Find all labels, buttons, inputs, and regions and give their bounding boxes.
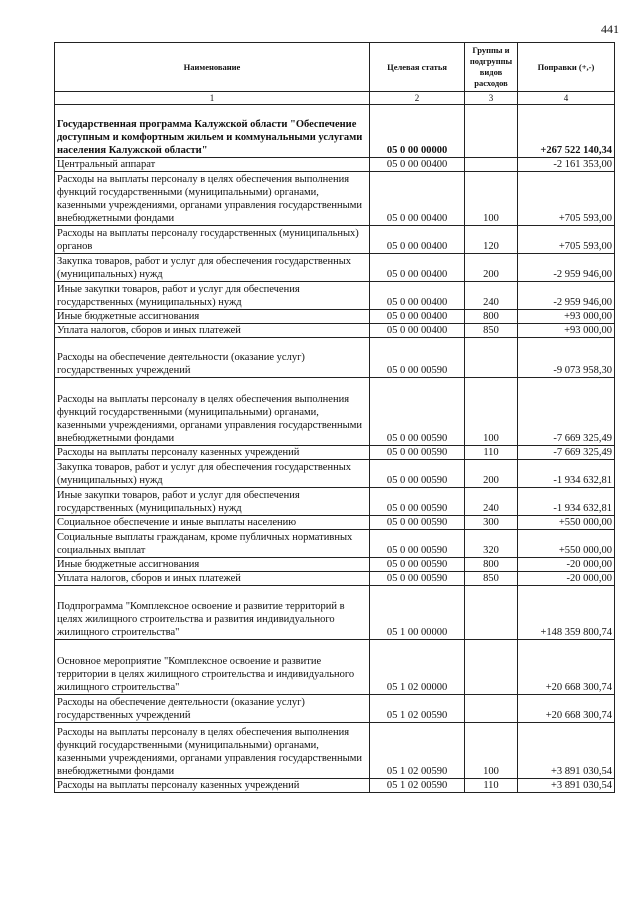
row-name: Социальное обеспечение и иные выплаты населению bbox=[55, 516, 370, 530]
table-row bbox=[55, 695, 615, 723]
header-amount: Поправки (+,-) bbox=[518, 43, 615, 92]
row-target-code: 05 1 00 00000 bbox=[370, 586, 465, 640]
row-name: Закупка товаров, работ и услуг для обеспечения государственных (муниципальных) нужд bbox=[55, 254, 370, 282]
row-amount: +93 000,00 bbox=[518, 310, 615, 324]
row-amount: +705 593,00 bbox=[518, 226, 615, 254]
row-expense-group: 100 bbox=[465, 378, 518, 446]
row-name: Подпрограмма "Комплексное освоение и развитие территорий в целях жилищного строительства и развития индивидуального жилищного строительства" bbox=[55, 586, 370, 640]
row-expense-group: 850 bbox=[465, 324, 518, 338]
row-expense-group: 240 bbox=[465, 282, 518, 310]
row-amount: -2 161 353,00 bbox=[518, 158, 615, 172]
table-row bbox=[55, 488, 615, 516]
row-amount: -7 669 325,49 bbox=[518, 446, 615, 460]
row-amount: -20 000,00 bbox=[518, 558, 615, 572]
row-target-code: 05 1 02 00000 bbox=[370, 640, 465, 695]
row-name: Иные закупки товаров, работ и услуг для обеспечения государственных (муниципальных) нужд bbox=[55, 282, 370, 310]
row-amount: +20 668 300,74 bbox=[518, 640, 615, 695]
header-name: Наименование bbox=[55, 43, 370, 92]
table-row bbox=[55, 530, 615, 558]
row-name: Расходы на выплаты персоналу казенных учреждений bbox=[55, 446, 370, 460]
row-target-code: 05 0 00 00400 bbox=[370, 254, 465, 282]
row-expense-group: 800 bbox=[465, 310, 518, 324]
row-expense-group: 110 bbox=[465, 446, 518, 460]
table-row bbox=[55, 324, 615, 338]
table-row bbox=[55, 172, 615, 226]
row-amount: -2 959 946,00 bbox=[518, 282, 615, 310]
row-expense-group: 850 bbox=[465, 572, 518, 586]
table-row bbox=[55, 779, 615, 793]
row-name: Иные закупки товаров, работ и услуг для обеспечения государственных (муниципальных) нужд bbox=[55, 488, 370, 516]
row-target-code: 05 1 02 00590 bbox=[370, 723, 465, 779]
row-target-code: 05 0 00 00590 bbox=[370, 446, 465, 460]
column-number: 1 bbox=[55, 92, 370, 105]
row-target-code: 05 0 00 00590 bbox=[370, 488, 465, 516]
row-name: Уплата налогов, сборов и иных платежей bbox=[55, 324, 370, 338]
row-expense-group: 300 bbox=[465, 516, 518, 530]
row-target-code: 05 1 02 00590 bbox=[370, 779, 465, 793]
row-amount: -9 073 958,30 bbox=[518, 338, 615, 378]
row-target-code: 05 0 00 00590 bbox=[370, 530, 465, 558]
row-name: Расходы на выплаты персоналу государственных (муниципальных) органов bbox=[55, 226, 370, 254]
row-name: Государственная программа Калужской области "Обеспечение доступным и комфортным жильем и коммунальными услугами населения Калужской области" bbox=[55, 105, 370, 158]
header-code: Целевая статья bbox=[370, 43, 465, 92]
row-name: Иные бюджетные ассигнования bbox=[55, 310, 370, 324]
row-expense-group: 800 bbox=[465, 558, 518, 572]
row-expense-group: 100 bbox=[465, 723, 518, 779]
column-number-row bbox=[55, 92, 615, 105]
row-expense-group: 200 bbox=[465, 254, 518, 282]
row-expense-group: 320 bbox=[465, 530, 518, 558]
table-row bbox=[55, 158, 615, 172]
row-name: Иные бюджетные ассигнования bbox=[55, 558, 370, 572]
row-target-code: 05 0 00 00590 bbox=[370, 516, 465, 530]
row-target-code: 05 0 00 00590 bbox=[370, 338, 465, 378]
row-target-code: 05 0 00 00400 bbox=[370, 226, 465, 254]
row-expense-group bbox=[465, 640, 518, 695]
column-number: 4 bbox=[518, 92, 615, 105]
table-row bbox=[55, 282, 615, 310]
row-amount: +267 522 140,34 bbox=[518, 105, 615, 158]
table-row bbox=[55, 338, 615, 378]
table-row bbox=[55, 572, 615, 586]
row-name: Закупка товаров, работ и услуг для обеспечения государственных (муниципальных) нужд bbox=[55, 460, 370, 488]
row-name: Расходы на выплаты персоналу в целях обеспечения выполнения функций государственными (муниципальными) органами, казенными учреждениями, органами управления государственными внебюджетными фондами bbox=[55, 378, 370, 446]
row-expense-group bbox=[465, 586, 518, 640]
row-expense-group: 240 bbox=[465, 488, 518, 516]
row-expense-group: 200 bbox=[465, 460, 518, 488]
budget-table bbox=[54, 42, 615, 793]
table-row bbox=[55, 226, 615, 254]
row-amount: +148 359 800,74 bbox=[518, 586, 615, 640]
column-number: 3 bbox=[465, 92, 518, 105]
row-name: Центральный аппарат bbox=[55, 158, 370, 172]
row-name: Уплата налогов, сборов и иных платежей bbox=[55, 572, 370, 586]
row-target-code: 05 0 00 00400 bbox=[370, 282, 465, 310]
table-row bbox=[55, 105, 615, 158]
row-target-code: 05 0 00 00590 bbox=[370, 378, 465, 446]
table-row bbox=[55, 586, 615, 640]
table-row bbox=[55, 460, 615, 488]
row-target-code: 05 0 00 00000 bbox=[370, 105, 465, 158]
table-row bbox=[55, 558, 615, 572]
row-name: Расходы на обеспечение деятельности (оказание услуг) государственных учреждений bbox=[55, 695, 370, 723]
row-amount: -20 000,00 bbox=[518, 572, 615, 586]
row-amount: -2 959 946,00 bbox=[518, 254, 615, 282]
row-expense-group bbox=[465, 695, 518, 723]
row-expense-group: 100 bbox=[465, 172, 518, 226]
row-name: Основное мероприятие "Комплексное освоение и развитие территории в целях жилищного строительства и индивидуального жилищного строительства" bbox=[55, 640, 370, 695]
row-amount: +550 000,00 bbox=[518, 530, 615, 558]
table-row bbox=[55, 310, 615, 324]
row-target-code: 05 0 00 00400 bbox=[370, 158, 465, 172]
row-expense-group: 110 bbox=[465, 779, 518, 793]
row-amount: +93 000,00 bbox=[518, 324, 615, 338]
row-name: Социальные выплаты гражданам, кроме публичных нормативных социальных выплат bbox=[55, 530, 370, 558]
row-expense-group bbox=[465, 338, 518, 378]
row-target-code: 05 1 02 00590 bbox=[370, 695, 465, 723]
row-name: Расходы на выплаты персоналу в целях обеспечения выполнения функций государственными (муниципальными) органами, казенными учреждениями, органами управления государственными внебюджетными фондами bbox=[55, 723, 370, 779]
row-expense-group bbox=[465, 158, 518, 172]
row-amount: +20 668 300,74 bbox=[518, 695, 615, 723]
row-target-code: 05 0 00 00400 bbox=[370, 310, 465, 324]
row-expense-group: 120 bbox=[465, 226, 518, 254]
row-amount: +3 891 030,54 bbox=[518, 779, 615, 793]
row-target-code: 05 0 00 00400 bbox=[370, 172, 465, 226]
row-amount: -7 669 325,49 bbox=[518, 378, 615, 446]
table-row bbox=[55, 723, 615, 779]
table-row bbox=[55, 254, 615, 282]
row-target-code: 05 0 00 00590 bbox=[370, 558, 465, 572]
row-amount: +550 000,00 bbox=[518, 516, 615, 530]
table-row bbox=[55, 446, 615, 460]
row-name: Расходы на выплаты персоналу в целях обеспечения выполнения функций государственными (муниципальными) органами, казенными учреждениями, органами управления государственными внебюджетными фондами bbox=[55, 172, 370, 226]
table-row bbox=[55, 640, 615, 695]
row-amount: +705 593,00 bbox=[518, 172, 615, 226]
table-row bbox=[55, 378, 615, 446]
row-expense-group bbox=[465, 105, 518, 158]
row-name: Расходы на обеспечение деятельности (оказание услуг) государственных учреждений bbox=[55, 338, 370, 378]
column-number: 2 bbox=[370, 92, 465, 105]
page-number: 441 bbox=[601, 22, 619, 36]
row-amount: +3 891 030,54 bbox=[518, 723, 615, 779]
row-amount: -1 934 632,81 bbox=[518, 460, 615, 488]
row-name: Расходы на выплаты персоналу казенных учреждений bbox=[55, 779, 370, 793]
row-target-code: 05 0 00 00590 bbox=[370, 460, 465, 488]
row-target-code: 05 0 00 00590 bbox=[370, 572, 465, 586]
header-group: Группы и подгруппы видов расходов bbox=[465, 43, 518, 92]
row-amount: -1 934 632,81 bbox=[518, 488, 615, 516]
table-row bbox=[55, 516, 615, 530]
header-row bbox=[55, 43, 615, 92]
row-target-code: 05 0 00 00400 bbox=[370, 324, 465, 338]
